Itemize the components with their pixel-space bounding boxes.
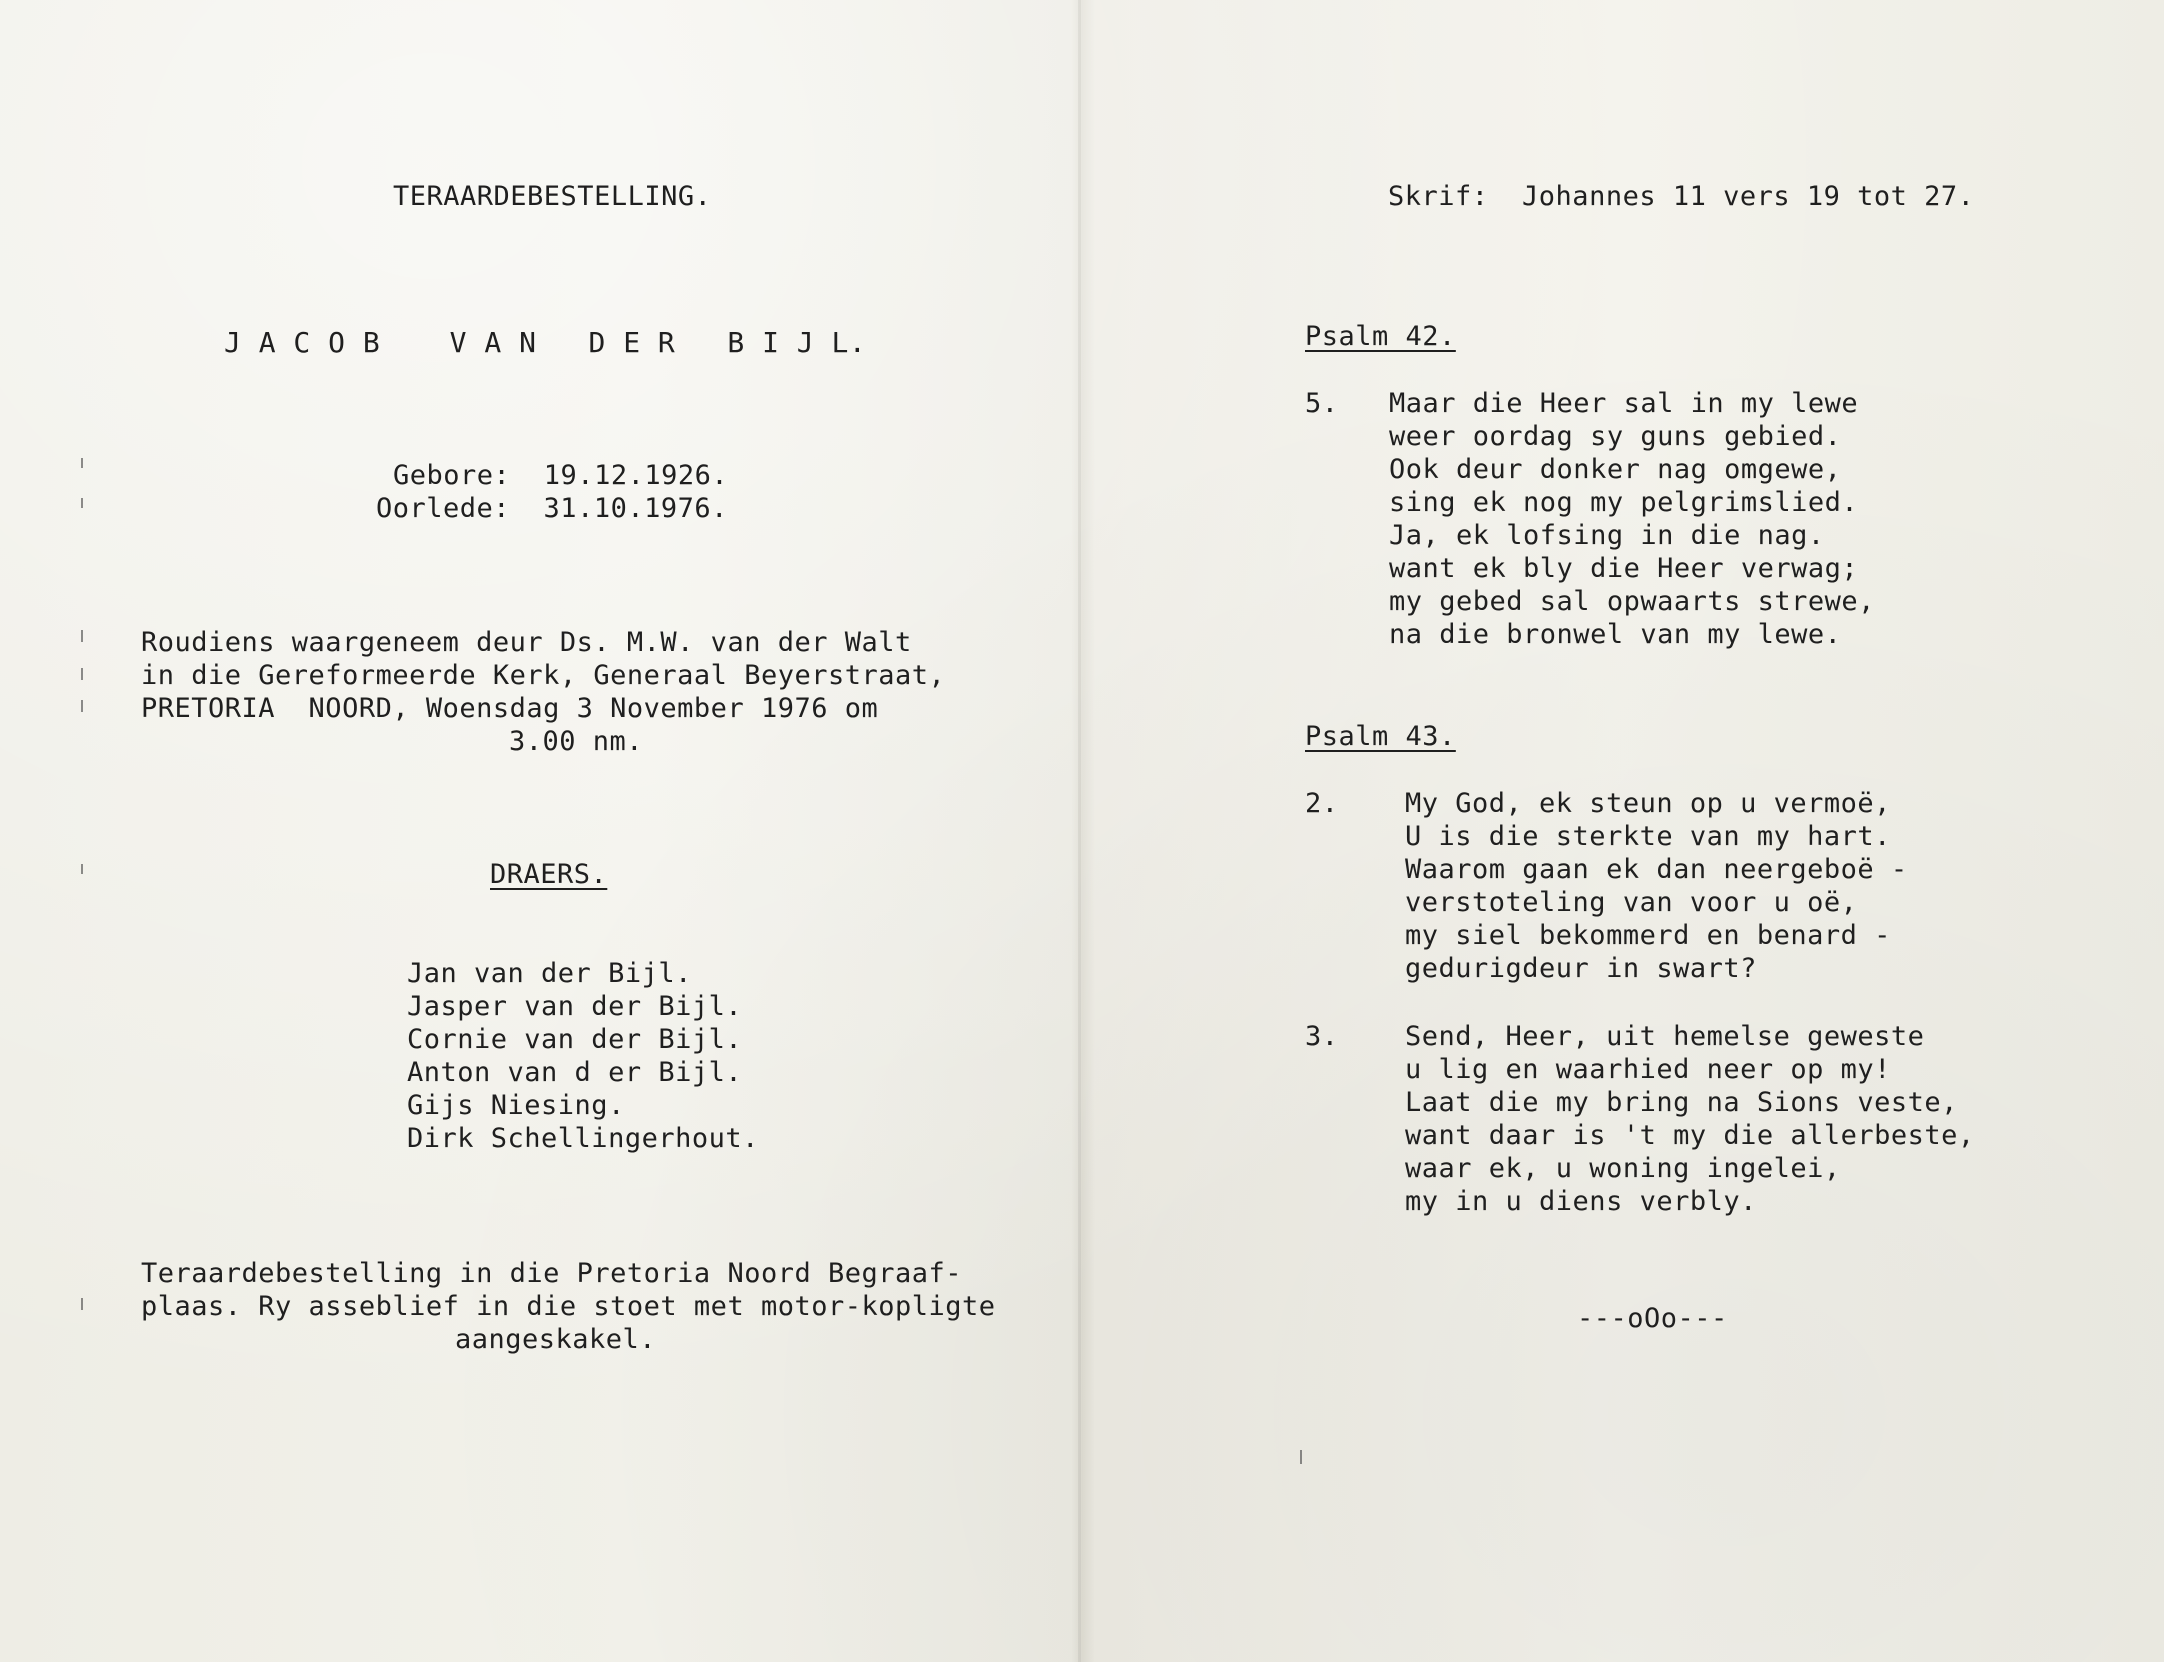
verse-line: weer oordag sy guns gebied. — [1389, 421, 1842, 452]
margin-mark — [81, 498, 83, 508]
document-heading: TERAARDEBESTELLING. — [393, 181, 712, 212]
verse-number: 2. — [1305, 788, 1339, 819]
verse-line: want daar is 't my die allerbeste, — [1405, 1120, 1975, 1151]
margin-mark — [81, 458, 83, 468]
page-fold — [1078, 0, 1081, 1662]
verse-line: waar ek, u woning ingelei, — [1405, 1153, 1841, 1184]
bearers-heading: DRAERS. — [490, 859, 608, 890]
verse-line: Maar die Heer sal in my lewe — [1389, 388, 1859, 419]
verse-line: my in u diens verbly. — [1405, 1186, 1757, 1217]
verse-line: my siel bekommerd en benard - — [1405, 920, 1891, 951]
verse-number: 5. — [1305, 388, 1339, 419]
burial-line: Teraardebestelling in die Pretoria Noord Begraaf- — [141, 1258, 963, 1289]
verse-number: 3. — [1305, 1021, 1339, 1052]
psalm-42-heading: Psalm 42. — [1305, 321, 1456, 352]
margin-mark — [81, 1298, 83, 1310]
bearer-item: Dirk Schellingerhout. — [407, 1123, 759, 1154]
verse-line: na die bronwel van my lewe. — [1389, 619, 1842, 650]
verse-line: gedurigdeur in swart? — [1405, 953, 1757, 984]
verse-line: Send, Heer, uit hemelse geweste — [1405, 1021, 1925, 1052]
service-line: PRETORIA NOORD, Woensdag 3 November 1976 om — [141, 693, 879, 724]
verse-line: Laat die my bring na Sions veste, — [1405, 1087, 1958, 1118]
margin-mark — [81, 864, 83, 874]
bearer-item: Cornie van der Bijl. — [407, 1024, 743, 1055]
bearer-item: Jan van der Bijl. — [407, 958, 692, 989]
deceased-name: J A C O B V A N D E R B I J L. — [224, 326, 867, 359]
margin-mark — [81, 668, 83, 680]
verse-line: U is die sterkte van my hart. — [1405, 821, 1891, 852]
bearer-item: Jasper van der Bijl. — [407, 991, 743, 1022]
margin-mark — [81, 630, 83, 642]
bearer-item: Anton van d er Bijl. — [407, 1057, 743, 1088]
verse-line: my gebed sal opwaarts strewe, — [1389, 586, 1875, 617]
verse-line: sing ek nog my pelgrimslied. — [1389, 487, 1859, 518]
verse-line: My God, ek steun op u vermoë, — [1405, 788, 1891, 819]
margin-mark — [81, 700, 83, 712]
burial-line: aangeskakel. — [455, 1324, 657, 1355]
service-line: in die Gereformeerde Kerk, Generaal Beyerstraat, — [141, 660, 946, 691]
end-mark: ---oOo--- — [1577, 1303, 1728, 1334]
verse-line: u lig en waarhied neer op my! — [1405, 1054, 1891, 1085]
psalm-43-heading: Psalm 43. — [1305, 721, 1456, 752]
birth-date: Gebore: 19.12.1926. — [393, 460, 729, 491]
margin-mark — [1300, 1450, 1302, 1464]
verse-line: Ook deur donker nag omgewe, — [1389, 454, 1842, 485]
service-line: 3.00 nm. — [509, 726, 644, 757]
bearer-item: Gijs Niesing. — [407, 1090, 625, 1121]
verse-line: Waarom gaan ek dan neergeboë - — [1405, 854, 1908, 885]
verse-line: want ek bly die Heer verwag; — [1389, 553, 1859, 584]
death-date: Oorlede: 31.10.1976. — [376, 493, 728, 524]
scripture-reference: Skrif: Johannes 11 vers 19 tot 27. — [1388, 181, 1975, 212]
service-line: Roudiens waargeneem deur Ds. M.W. van der Walt — [141, 627, 912, 658]
burial-line: plaas. Ry asseblief in die stoet met motor-kopligte — [141, 1291, 996, 1322]
verse-line: verstoteling van voor u oë, — [1405, 887, 1858, 918]
verse-line: Ja, ek lofsing in die nag. — [1389, 520, 1825, 551]
